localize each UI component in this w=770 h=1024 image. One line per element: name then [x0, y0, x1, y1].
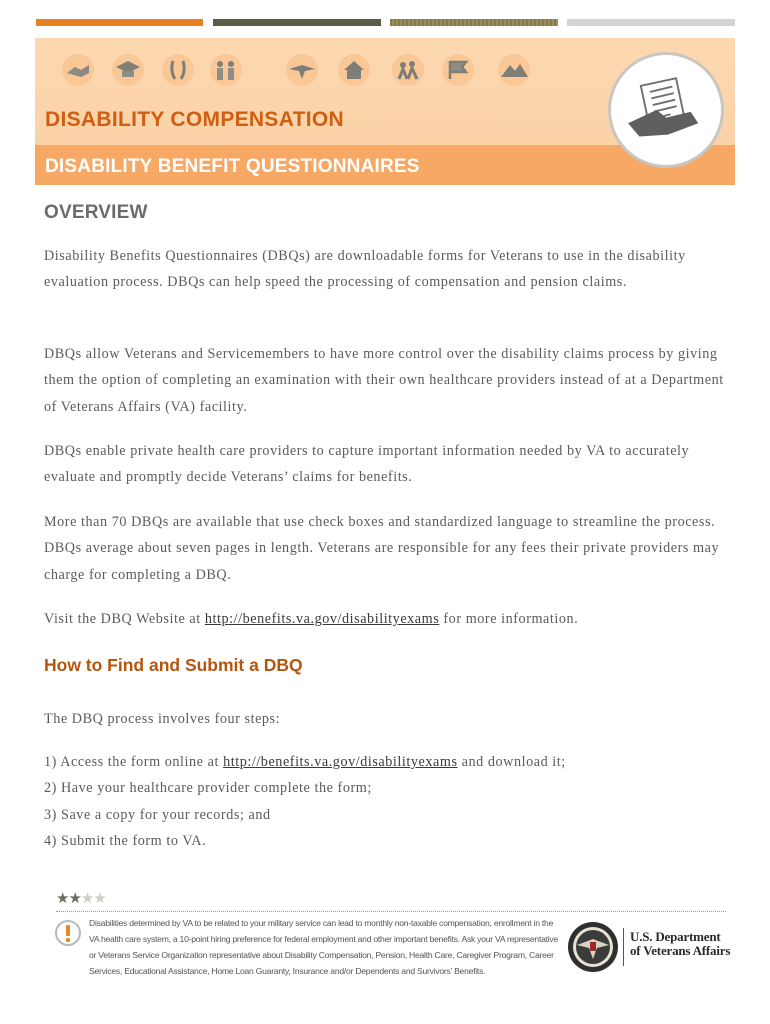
document-hand-icon — [608, 52, 724, 168]
footer-notice: Disabilities determined by VA to be related to your military service can lead to monthly non-taxable compensation, enrollment in the VA health care system, a 10-point hiring preference for federal employment and other important benefits. Ask your VA representative or Veterans Service Organization representative about Disability Compensation, Pension, Health Care, Caregiver Program, Career Services, Educational Assistance, Home Loan Guaranty, Insurance and/or Dependents and Survivors’ Benefits. — [89, 918, 558, 976]
step-1-suffix: and download it; — [457, 754, 566, 770]
insurance-icon — [391, 53, 425, 87]
house-icon — [337, 53, 371, 87]
khaki-bar — [390, 19, 558, 26]
star-icon: ★ — [56, 891, 69, 907]
overview-paragraph-4: More than 70 DBQs are available that use check boxes and standardized language to streamline the process. DBQs average about seven pages in length. Veterans are responsible for any fees their private providers may charge for completing a DBQ. — [44, 514, 720, 583]
howto-heading: How to Find and Submit a DBQ — [44, 655, 303, 675]
step-3: 3) Save a copy for your records; and — [44, 806, 271, 823]
mountains-icon — [497, 53, 531, 87]
step-2: 2) Have your healthcare provider complete the form; — [44, 780, 372, 797]
handshake-icon — [61, 53, 95, 87]
flag-icon — [441, 53, 475, 87]
star-icon: ★ — [68, 891, 81, 907]
eagle-icon — [285, 53, 319, 87]
va-wordmark — [630, 930, 730, 958]
rating-stars — [56, 889, 106, 908]
color-bars — [36, 19, 735, 27]
va-divider — [623, 928, 624, 966]
step-4: 4) Submit the form to VA. — [44, 832, 207, 849]
visit-suffix: for more information. — [439, 611, 579, 627]
step-1-prefix: 1) Access the form online at — [44, 754, 224, 770]
star-icon: ★ — [80, 891, 94, 907]
overview-paragraph-2: DBQs allow Veterans and Servicemembers to have more control over the disability claims process by giving them the option of completing an examination with their own healthcare providers instead of at a Department of Veterans Affairs (VA) facility. — [44, 346, 724, 415]
steps-list — [44, 749, 724, 854]
warning-icon — [55, 920, 81, 946]
visit-website-line — [44, 606, 724, 632]
step-1-link[interactable]: http://benefits.va.gov/disabilityexams — [223, 754, 458, 770]
step-1 — [44, 749, 724, 775]
page-subtitle: DISABILITY BENEFIT QUESTIONNAIRES — [45, 156, 420, 177]
dbq-website-link[interactable]: http://benefits.va.gov/disabilityexams — [204, 611, 440, 627]
howto-intro: The DBQ process involves four steps: — [44, 711, 281, 727]
footer-divider — [56, 911, 726, 912]
graduation-cap-icon — [111, 53, 145, 87]
overview-heading: OVERVIEW — [44, 202, 148, 223]
orange-bar — [36, 19, 203, 26]
health-icon — [161, 53, 195, 87]
va-line-2: of Veterans Affairs — [630, 943, 731, 958]
family-icon — [209, 53, 243, 87]
visit-prefix: Visit the DBQ Website at — [44, 611, 205, 627]
gray-bar — [567, 19, 735, 26]
olive-bar — [213, 19, 381, 26]
va-seal-icon — [567, 921, 619, 973]
overview-paragraph-3: DBQs enable private health care providers to capture important information needed by VA to accurately evaluate and promptly decide Veterans’ claims for benefits. — [44, 443, 690, 486]
page-title: DISABILITY COMPENSATION — [45, 108, 344, 131]
overview-paragraph-1: Disability Benefits Questionnaires (DBQs) are downloadable forms for Veterans to use in the disability evaluation process. DBQs can help speed the processing of compensation and pension claims. — [44, 248, 686, 291]
star-icon: ★ — [93, 891, 106, 907]
va-line-1: U.S. Department — [630, 929, 721, 944]
